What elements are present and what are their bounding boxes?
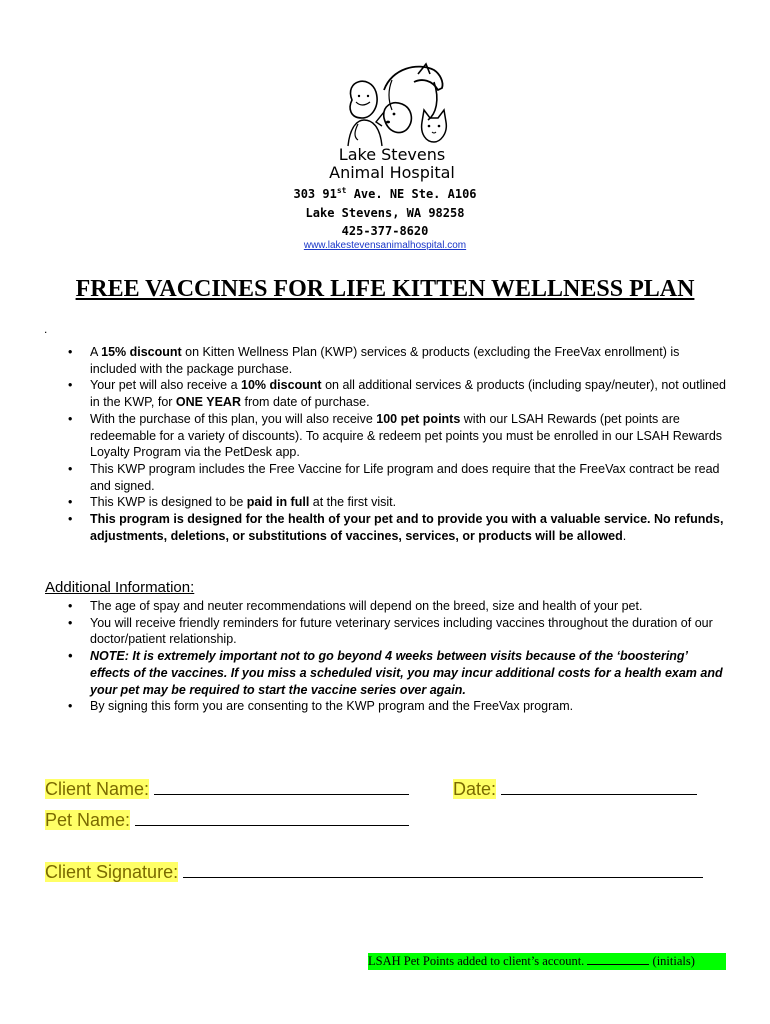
list-item: • NOTE: It is extremely important not to go beyond 4 weeks between visits because of the ‘boostering’ effects of the vaccines. If you miss a scheduled visit, you may incur additional costs for a health exam and your pet may be required to start the vaccine series over again. [68,648,728,698]
list-item: • A 15% discount on Kitten Wellness Plan (KWP) services & products (excluding the FreeVax enrollment) is included with the package purchase. [68,344,728,377]
pet-name-label: Pet Name: [45,810,131,830]
clinic-name [322,146,462,182]
list-item: • This KWP is designed to be paid in full at the first visit. [68,494,728,511]
pet-name-blank[interactable] [135,811,409,826]
client-signature-label: Client Signature: [45,862,179,882]
plan-benefits-list [68,344,728,544]
date-blank[interactable] [501,780,697,795]
pet-points-note: LSAH Pet Points added to client’s account. (initials) [368,953,726,970]
list-item: • You will receive friendly reminders for future veterinary services including vaccines throughout the duration of our doctor/patient relationship. [68,615,728,648]
client-signature-blank[interactable] [183,863,703,878]
clinic-logo [322,60,462,185]
initials-blank[interactable] [587,953,649,965]
page-title: FREE VACCINES FOR LIFE KITTEN WELLNESS PLAN [75,276,695,302]
clinic-name-line2: Animal Hospital [329,163,455,182]
list-item: • This KWP program includes the Free Vaccine for Life program and does require that the FreeVax contract be read and signed. [68,461,728,494]
additional-info-list [68,598,728,715]
client-signature-field[interactable] [45,862,703,883]
animals-illustration-icon [322,60,462,150]
date-field[interactable] [453,779,697,800]
client-name-blank[interactable] [154,780,409,795]
website-link[interactable]: www.lakestevensanimalhospital.com [303,240,467,251]
client-name-field[interactable] [45,779,409,800]
clinic-name-line1: Lake Stevens [338,145,446,164]
list-item: • The age of spay and neuter recommendations will depend on the breed, size and health of your pet. [68,598,728,615]
date-label: Date: [453,779,497,799]
stray-mark: . [44,322,48,336]
list-item: • By signing this form you are consenting to the KWP program and the FreeVax program. [68,698,728,715]
client-name-label: Client Name: [45,779,150,799]
additional-info-heading: Additional Information: [45,579,195,596]
list-item: • With the purchase of this plan, you will also receive 100 pet points with our LSAH Rewards (pet points are redeemable for a variety of discounts). To acquire & redeem pet points you must be enrolled in our LSAH Rewards Loyalty Program via the PetDesk app. [68,411,728,461]
phone-number: 425-377-8620 [341,224,429,238]
street-address: 303 91st Ave. NE Ste. A106 [293,186,477,201]
pet-name-field[interactable] [45,810,409,831]
list-item: • This program is designed for the health of your pet and to provide you with a valuable service. No refunds, adjustments, deletions, or substitutions of vaccines, services, or products will be allowed. [68,511,728,544]
list-item: • Your pet will also receive a 10% discount on all additional services & products (including spay/neuter), not outlined in the KWP, for ONE YEAR from date of purchase. [68,377,728,410]
city-address: Lake Stevens, WA 98258 [305,206,465,220]
